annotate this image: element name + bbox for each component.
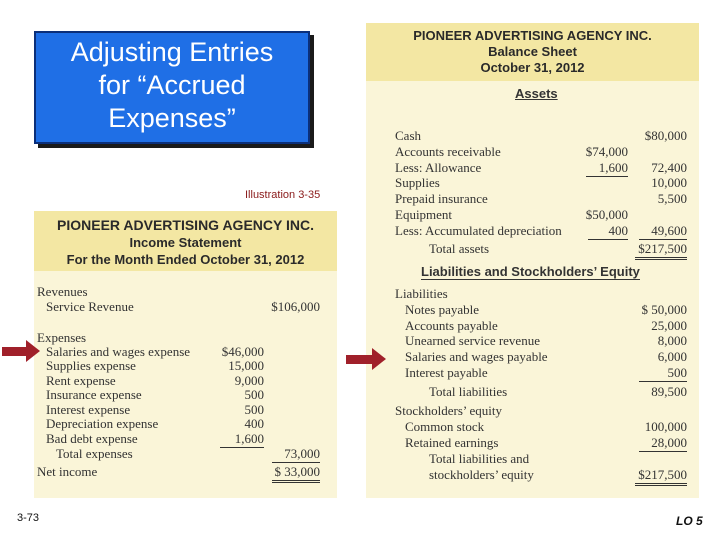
liability-label: Interest payable [405, 365, 488, 380]
illustration-label: Illustration 3-35 [245, 189, 321, 201]
revenues-label: Revenues [37, 284, 88, 299]
service-revenue-label: Service Revenue [46, 299, 134, 314]
supplies-amount: 10,000 [651, 175, 687, 190]
expense-label: Insurance expense [46, 387, 142, 402]
supplies-label: Supplies [395, 175, 440, 190]
total-liabilities-amount: 89,500 [651, 384, 687, 399]
expense-label: Supplies expense [46, 358, 136, 373]
total-liabilities-equity-label-2: stockholders’ equity [429, 467, 534, 482]
total-liabilities-label: Total liabilities [429, 384, 508, 399]
income-statement-period: For the Month Ended October 31, 2012 [66, 252, 305, 267]
balance-sheet-header [366, 23, 699, 81]
balance-sheet-title: Balance Sheet [488, 44, 577, 59]
liability-label: Accounts payable [405, 318, 498, 333]
total-assets-label: Total assets [429, 241, 490, 256]
allowance-amount: 1,600 [586, 160, 628, 177]
net-income-label: Net income [37, 464, 98, 479]
income-statement-title: Income Statement [129, 235, 242, 250]
accumulated-depreciation-label: Less: Accumulated depreciation [395, 223, 562, 238]
liability-label: Unearned service revenue [405, 333, 540, 348]
balance-sheet-panel [366, 23, 699, 498]
liability-amount: 25,000 [651, 318, 687, 333]
expense-amount: 15,000 [228, 358, 264, 373]
equipment-label: Equipment [395, 207, 453, 222]
expense-amount: 400 [244, 416, 264, 431]
expense-amount: 500 [244, 387, 264, 402]
expense-amount: 9,000 [234, 373, 264, 388]
equipment-net-amount: 49,600 [639, 223, 687, 240]
equipment-amount: $50,000 [585, 207, 628, 222]
liability-label: Notes payable [405, 302, 480, 317]
prepaid-label: Prepaid insurance [395, 191, 488, 206]
ar-label: Accounts receivable [395, 144, 501, 159]
expense-amount: 500 [244, 402, 264, 417]
income-statement-header [34, 211, 337, 271]
expense-label: Bad debt expense [46, 431, 138, 446]
slide-title-line-3: Expenses” [108, 103, 236, 133]
cash-amount: $80,000 [644, 128, 687, 143]
balance-company-name: PIONEER ADVERTISING AGENCY INC. [413, 28, 652, 43]
ar-net-amount: 72,400 [651, 160, 687, 175]
retained-earnings-amount: 28,000 [639, 435, 687, 452]
common-stock-amount: 100,000 [644, 419, 687, 434]
expense-label: Depreciation expense [46, 416, 159, 431]
common-stock-label: Common stock [405, 419, 485, 434]
accumulated-depreciation-amount: 400 [588, 223, 628, 240]
slide-title-line-1: Adjusting Entries [70, 37, 274, 67]
ar-amount: $74,000 [585, 144, 628, 159]
balance-sheet-date: October 31, 2012 [480, 60, 585, 75]
assets-heading: Assets [515, 86, 558, 101]
expenses-label: Expenses [37, 330, 87, 345]
total-expenses-label: Total expenses [56, 446, 133, 461]
service-revenue-amount: $106,000 [271, 299, 320, 314]
slide-title [34, 31, 310, 144]
liabilities-label: Liabilities [395, 286, 448, 301]
expense-label: Interest expense [46, 402, 131, 417]
liability-amount: 6,000 [657, 349, 687, 364]
liability-amount: $ 50,000 [641, 302, 687, 317]
income-company-name: PIONEER ADVERTISING AGENCY INC. [57, 217, 314, 233]
income-statement-panel [34, 211, 337, 498]
liability-amount: 8,000 [657, 333, 687, 348]
liability-amount: 500 [639, 365, 687, 382]
expense-label: Salaries and wages expense [46, 344, 191, 359]
liability-label: Salaries and wages payable [405, 349, 548, 364]
liabilities-equity-heading: Liabilities and Stockholders’ Equity [421, 264, 640, 279]
net-income-amount: $ 33,000 [272, 464, 320, 483]
retained-earnings-label: Retained earnings [405, 435, 499, 450]
allowance-label: Less: Allowance [395, 160, 482, 175]
learning-objective: LO 5 [676, 514, 703, 528]
slide-title-line-2: for “Accrued [98, 70, 246, 100]
expense-amount: 1,600 [220, 431, 264, 448]
prepaid-amount: 5,500 [657, 191, 687, 206]
cash-label: Cash [395, 128, 421, 143]
slide-number: 3-73 [17, 512, 40, 524]
total-liabilities-equity-amount: $217,500 [635, 467, 687, 486]
total-assets-amount: $217,500 [635, 241, 687, 260]
stockholders-equity-label: Stockholders’ equity [395, 403, 502, 418]
total-liabilities-equity-label-1: Total liabilities and [429, 451, 530, 466]
total-expenses-amount: 73,000 [272, 446, 320, 463]
expense-label: Rent expense [46, 373, 116, 388]
expense-amount: $46,000 [221, 344, 264, 359]
